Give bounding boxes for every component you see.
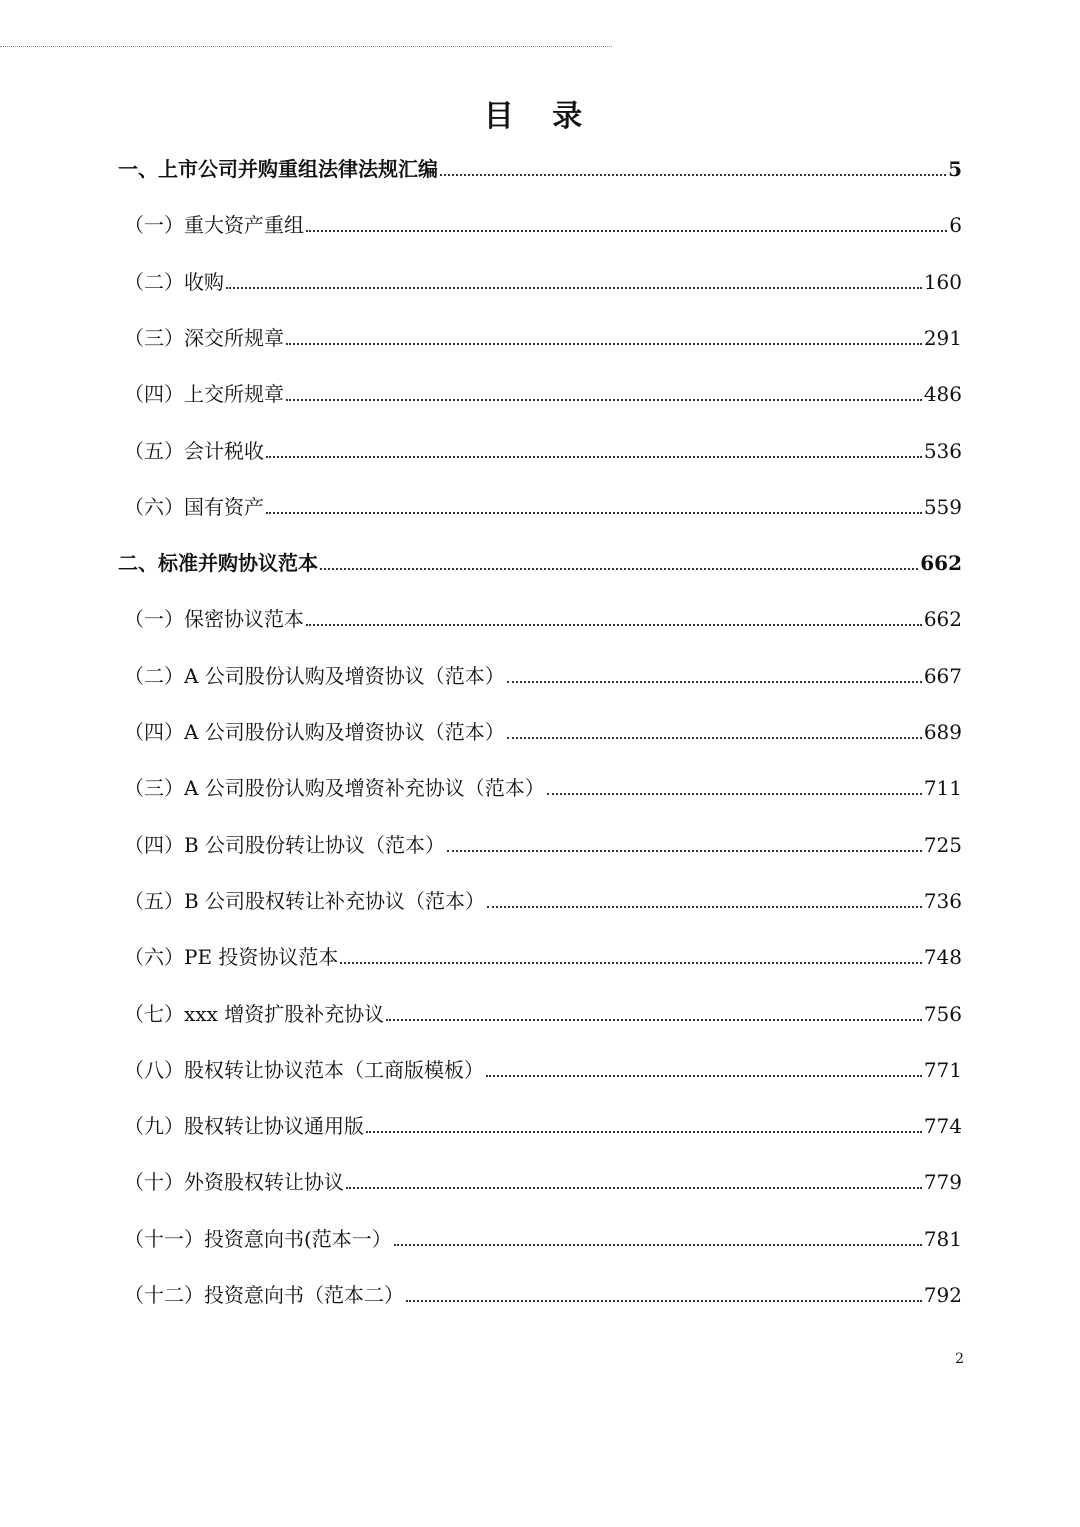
toc-entry[interactable]	[124, 430, 962, 464]
toc-entry-page: 6	[949, 213, 962, 238]
toc-entry[interactable]	[124, 1274, 962, 1308]
toc-dot-leader	[486, 1075, 922, 1077]
toc-entry-label: （六）PE 投资协议范本	[124, 945, 339, 970]
toc-entry-page: 5	[948, 157, 962, 181]
page-title: 目 录	[483, 99, 597, 134]
toc-entry-label: （十一）投资意向书(范本一）	[124, 1226, 392, 1251]
toc-entry-page: 748	[923, 945, 962, 970]
toc-entry[interactable]	[124, 1161, 962, 1195]
toc-entry-page: 667	[923, 663, 962, 688]
toc-dot-leader	[226, 287, 922, 289]
toc-entry[interactable]	[118, 148, 962, 182]
toc-entry-page: 689	[923, 720, 962, 744]
toc-entry-label: （四）B 公司股份转让协议（范本）	[124, 832, 446, 857]
toc-entry-label: （五）B 公司股权转让补充协议（范本）	[124, 888, 486, 913]
toc-dot-leader	[286, 399, 922, 401]
toc-entry-page: 536	[923, 438, 962, 463]
toc-entry[interactable]	[124, 598, 962, 632]
toc-entry[interactable]	[124, 711, 962, 745]
toc-entry[interactable]	[124, 261, 962, 295]
toc-entry[interactable]	[124, 1105, 962, 1139]
toc-dot-leader	[366, 1131, 922, 1133]
toc-entry-label: （十二）投资意向书（范本二）	[124, 1283, 404, 1307]
toc-entry-page: 725	[923, 832, 962, 857]
toc-dot-leader	[346, 1187, 922, 1189]
toc-dot-leader	[306, 624, 922, 626]
toc-entry-label: 二、标准并购协议范本	[118, 551, 318, 576]
toc-dot-leader	[320, 568, 918, 570]
toc-dot-leader	[340, 962, 921, 964]
toc-entry-label: （二）收购	[124, 269, 224, 294]
toc-entry-label: （一）保密协议范本	[124, 607, 304, 632]
toc-entry-label: （九）股权转让协议通用版	[124, 1114, 364, 1139]
toc-entry-label: （二）A 公司股份认购及增资协议（范本）	[124, 663, 505, 688]
toc-dot-leader	[406, 1300, 922, 1302]
toc-dot-leader	[547, 793, 922, 795]
toc-dot-leader	[306, 230, 947, 232]
page-number: 2	[955, 1351, 964, 1367]
toc-entry-label: （十）外资股权转让协议	[124, 1170, 344, 1195]
toc-dot-leader	[440, 174, 946, 176]
toc-entry-label: （五）会计税收	[124, 438, 264, 463]
toc-entry-page: 736	[923, 888, 962, 913]
toc-entry[interactable]	[124, 993, 962, 1027]
toc-entry[interactable]	[124, 1218, 962, 1252]
toc-entry-page: 756	[923, 1001, 962, 1026]
toc-dot-leader	[266, 456, 922, 458]
toc-entry-page: 711	[923, 776, 962, 801]
toc-entry[interactable]	[124, 824, 962, 858]
toc-entry-page: 662	[920, 551, 962, 576]
toc-entry-label: （四）A 公司股份认购及增资协议（范本）	[124, 720, 505, 744]
toc-dot-leader	[507, 681, 922, 683]
toc-dot-leader	[286, 343, 922, 345]
toc-entry[interactable]	[124, 373, 962, 407]
toc-entry-label: （六）国有资产	[124, 494, 264, 519]
toc-entry-label: 一、上市公司并购重组法律法规汇编	[118, 157, 438, 181]
toc-entry-page: 662	[923, 607, 962, 632]
toc-dot-leader	[394, 1244, 922, 1246]
toc-dot-leader	[447, 850, 922, 852]
toc-entry-page: 771	[923, 1057, 962, 1082]
toc-entry[interactable]	[124, 317, 962, 351]
toc-entry-page: 781	[923, 1226, 962, 1251]
toc-entry-label: （四）上交所规章	[124, 382, 284, 407]
toc-entry[interactable]	[124, 880, 962, 914]
toc-entry[interactable]	[124, 767, 962, 801]
toc-entry[interactable]	[124, 204, 962, 238]
header-dotted-rule	[0, 46, 612, 47]
toc-entry-label: （一）重大资产重组	[124, 213, 304, 238]
toc-entry-page: 160	[923, 269, 962, 294]
toc-entry-label: （七）xxx 增资扩股补充协议	[124, 1001, 385, 1026]
toc-entry[interactable]	[118, 542, 962, 576]
toc-entry[interactable]	[124, 655, 962, 689]
toc-entry-page: 486	[923, 382, 962, 407]
toc-entry[interactable]	[124, 486, 962, 520]
toc-entry-label: （八）股权转让协议范本（工商版模板）	[124, 1057, 484, 1082]
toc-dot-leader	[386, 1019, 922, 1021]
toc-dot-leader	[507, 737, 922, 739]
toc-entry-label: （三）A 公司股份认购及增资补充协议（范本）	[124, 776, 545, 801]
toc-entry[interactable]	[124, 936, 962, 970]
toc-dot-leader	[266, 512, 922, 514]
toc-entry[interactable]	[124, 1049, 962, 1083]
toc-entry-label: （三）深交所规章	[124, 325, 284, 350]
toc-entry-page: 779	[923, 1170, 962, 1195]
toc-entry-page: 792	[923, 1283, 962, 1307]
toc-entry-page: 291	[923, 325, 962, 350]
toc-dot-leader	[487, 906, 922, 908]
toc-entry-page: 774	[923, 1114, 962, 1139]
toc-entry-page: 559	[923, 494, 962, 519]
